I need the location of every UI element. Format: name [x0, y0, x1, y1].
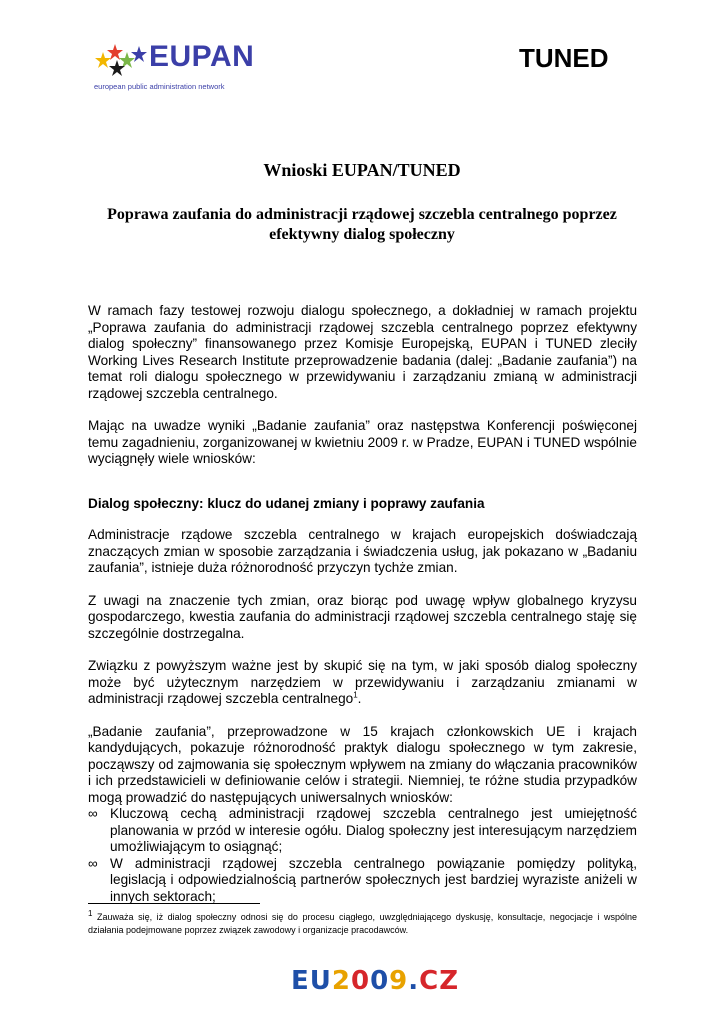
- tuned-logo: TUNED: [519, 43, 609, 73]
- infinity-bullet-icon: ∞: [88, 806, 98, 821]
- eu2009-part: CZ: [419, 966, 460, 996]
- eu2009-part: EU: [291, 966, 332, 996]
- eupan-tagline: european public administration network: [94, 82, 225, 91]
- eupan-stars-icon: [93, 40, 149, 80]
- section-heading: Dialog społeczny: klucz do udanej zmiany i poprawy zaufania: [88, 495, 485, 511]
- footnote-ref[interactable]: 1: [353, 690, 358, 700]
- eu2009-part: .: [408, 966, 420, 996]
- footnote: [88, 911, 637, 937]
- document-body: [88, 303, 637, 905]
- eu2009-part: 9: [389, 966, 409, 996]
- paragraph-text: Związku z powyższym ważne jest by skupić się na tym, w jaki sposób dialog społeczny może być użytecznym narzędziem w przewidywaniu i zarządzaniu zmianami w administracji rządowej szczebla centralnego: [88, 658, 637, 706]
- footnote-number: 1: [88, 909, 93, 918]
- infinity-bullet-icon: ∞: [88, 855, 98, 871]
- list-item: [88, 806, 637, 856]
- footnote-text: Zauważa się, iż dialog społeczny odnosi się do procesu ciągłego, uwzględniającego dyskusję, konsultacje, negocjacje i wspólne działania podejmowane poprzez związek zawodowy i organizacje pracodawców.: [88, 912, 637, 935]
- list-item-text: Kluczową cechą administracji rządowej szczebla centralnego jest umiejętność planowania w przód w interesie ogółu. Dialog społeczny jest interesującym narzędziem umożliwiającym to osiągnąć;: [110, 806, 637, 854]
- footnote-divider: [88, 903, 260, 904]
- eu2009-part: 0: [350, 966, 371, 996]
- bullet-list: [88, 806, 637, 905]
- list-item: [88, 856, 637, 906]
- page-title: Wnioski EUPAN/TUNED: [263, 160, 461, 180]
- list-item-text: W administracji rządowej szczebla centralnego powiązanie pomiędzy polityką, legislacją i odpowiedzialnością partnerów społecznych jest bardziej wyraziste aniżeli w innych sektorach;: [110, 855, 637, 904]
- eu2009-part: 0: [370, 966, 390, 996]
- paragraph: Administracje rządowe szczebla centralnego w krajach europejskich doświadczają znaczących zmian w sposobie zarządzania i świadczenia usług, jak pokazano w „Badaniu zaufania”, istnieje duża różnorodność przyczyn tychże zmian.: [88, 527, 637, 575]
- eupan-logo: [93, 40, 253, 96]
- paragraph: W ramach fazy testowej rozwoju dialogu społecznego, a dokładniej w ramach projektu „Poprawa zaufania do administracji rządowej szczebla centralnego poprzez efektywny dialog społeczny” finansowanego przez Komisje Europejską, EUPAN i TUNED zleciły Working Lives Research Institute przeprowadzenie badania (dalej: „Badanie zaufania”) na temat roli dialogu społecznego w przewidywaniu i zarządzaniu zmianą w administracji rządowej szczebla centralnego.: [88, 303, 637, 401]
- paragraph: Mając na uwadze wyniki „Badanie zaufania” oraz następstwa Konferencji poświęconej temu zagadnieniu, zorganizowanej w kwietniu 2009 r. w Pradze, EUPAN i TUNED wspólnie wyciągnęły wiele wniosków:: [88, 418, 637, 466]
- paragraph: „Badanie zaufania”, przeprowadzone w 15 krajach członkowskich UE i krajach kandydujących, pokazuje różnorodność praktyk dialogu społecznego w tym zakresie, począwszy od zajmowania się społecznym wpływem na zmiany do włączania pracowników i ich przedstawicieli w definiowanie celów i strategii. Niemniej, te różne studia przypadków mogą prowadzić do następujących uniwersalnych wniosków:: [88, 723, 637, 805]
- paragraph-with-footnote: Związku z powyższym ważne jest by skupić się na tym, w jaki sposób dialog społeczny może być użytecznym narzędziem w przewidywaniu i zarządzaniu zmianami w administracji rządowej szczebla centralnego$^1$.: [88, 658, 637, 706]
- page-subtitle: Poprawa zaufania do administracji rządowej szczebla centralnego poprzez efektywny dialog społeczny: [107, 206, 617, 243]
- paragraph: Z uwagi na znaczenie tych zmian, oraz biorąc pod uwagę wpływ globalnego kryzysu gospodarczego, kwestia zaufania do administracji rządowej szczebla centralnego staję się szczególnie dostrzegalna.: [88, 592, 637, 641]
- eu2009-part: 2: [331, 966, 351, 996]
- eu2009-logo: [291, 966, 459, 996]
- eupan-logo-text: EUPAN: [149, 40, 255, 73]
